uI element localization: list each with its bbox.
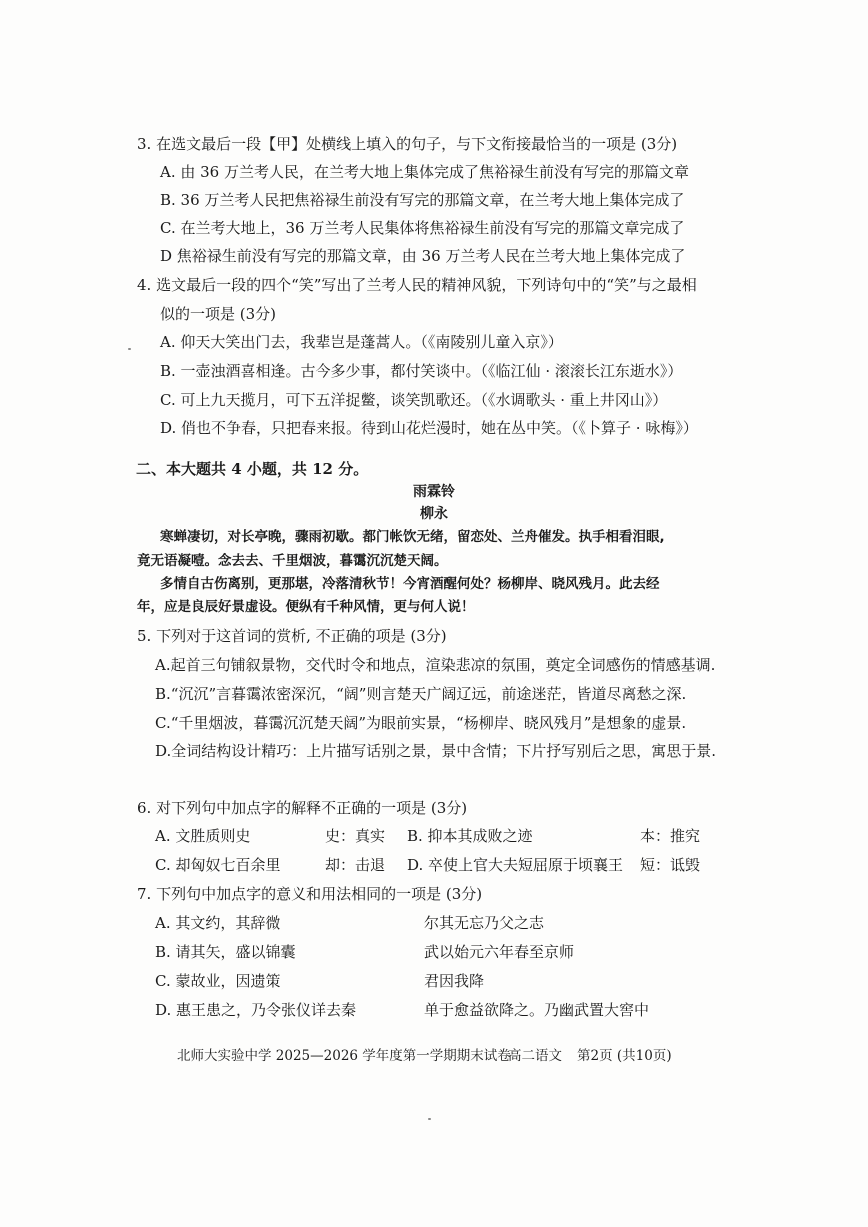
question-5-option-d: D.全词结构设计精巧：上片描写话别之景，景中含情；下片抒写别后之思，寓思于景. xyxy=(155,742,717,760)
question-7-stem: 7. 下列句中加点字的意义和用法相同的一项是 (3分) xyxy=(137,885,483,903)
question-7-option-c-right: 君因我降 xyxy=(424,972,485,990)
question-6-option-c-sentence: C. 却匈奴七百余里 xyxy=(155,856,281,874)
question-6-stem: 6. 对下列句中加点字的解释不正确的一项是 (3分) xyxy=(137,799,468,817)
poem-line: 年，应是良辰好景虚设。便纵有千种风情，更与何人说！ xyxy=(137,599,475,615)
question-6-option-a-sentence: A. 文胜质则史 xyxy=(155,827,251,845)
question-4-option-c: C. 可上九天揽月，可下五洋捉鳖，谈笑凯歌还。（《水调歌头 · 重上井冈山》） xyxy=(160,391,668,409)
poem-line: 寒蝉凄切，对长亭晚，骤雨初歇。都门帐饮无绪，留恋处、兰舟催发。执手相看泪眼, xyxy=(160,529,665,545)
question-5-option-b: B.“沉沉”言暮霭浓密深沉，“阔”则言楚天广阔辽远，前途迷茫，皆道尽离愁之深. xyxy=(155,685,687,703)
footer-subject: 高二语文 xyxy=(508,1048,562,1064)
question-3-stem: 3. 在选文最后一段【甲】处横线上填入的句子，与下文衔接最恰当的一项是 (3分) xyxy=(137,135,678,153)
question-5-option-c: C.“千里烟波，暮霭沉沉楚天阔”为眼前实景，“杨柳岸、晓风残月”是想象的虚景. xyxy=(155,714,687,732)
question-3-option-c: C. 在兰考大地上，36 万兰考人民集体将焦裕禄生前没有写完的那篇文章完成了 xyxy=(160,219,685,237)
question-5-option-a: A.起首三句铺叙景物，交代时令和地点，渲染悲凉的氛围，奠定全词感伤的情感基调. xyxy=(155,656,716,674)
footer-school-exam: 北师大实验中学 2025—2026 学年度第一学期期末试卷 xyxy=(177,1048,511,1064)
section-2-heading: 二、本大题共 4 小题，共 12 分。 xyxy=(136,460,369,478)
question-7-option-a-left: A. 其文约，其辞微 xyxy=(155,914,281,932)
question-6-option-c-explanation: 却：击退 xyxy=(325,856,386,874)
question-5-stem: 5. 下列对于这首词的赏析, 不正确的项是 (3分) xyxy=(137,627,447,645)
question-6-option-d-explanation: 短：诋毁 xyxy=(640,856,701,874)
footer-page-info: 第2页 (共10页) xyxy=(577,1048,672,1064)
question-7-option-b-left: B. 请其矢，盛以锦囊 xyxy=(155,943,296,961)
poem-author: 柳永 xyxy=(420,506,448,522)
question-7-option-a-right: 尔其无忘乃父之志 xyxy=(424,914,545,932)
scan-speck xyxy=(428,1118,431,1120)
question-3-option-a: A. 由 36 万兰考人民，在兰考大地上集体完成了焦裕禄生前没有写完的那篇文章 xyxy=(160,163,689,181)
poem-line: 多情自古伤离别，更那堪，冷落清秋节！今宵酒醒何处？杨柳岸、晓风残月。此去经 xyxy=(160,576,660,592)
question-6-option-d-sentence: D. 卒使上官大夫短屈原于顷襄王 xyxy=(407,856,624,874)
poem-title: 雨霖铃 xyxy=(413,484,455,500)
scan-speck xyxy=(128,348,131,350)
question-6-option-b-explanation: 本：推究 xyxy=(640,827,701,845)
question-4-stem-line-2: 似的一项是 (3分) xyxy=(160,305,277,323)
question-3-option-b: B. 36 万兰考人民把焦裕禄生前没有写完的那篇文章，在兰考大地上集体完成了 xyxy=(160,191,685,209)
question-7-option-c-left: C. 蒙故业，因遗策 xyxy=(155,972,281,990)
question-6-option-a-explanation: 史：真实 xyxy=(325,827,386,845)
question-4-option-d: D. 俏也不争春，只把春来报。待到山花烂漫时，她在丛中笑。（《卜算子 · 咏梅》） xyxy=(160,419,698,437)
question-4-option-b: B. 一壶浊酒喜相逢。古今多少事，都付笑谈中。（《临江仙 · 滚滚长江东逝水》） xyxy=(160,362,683,380)
question-7-option-b-right: 武以始元六年春至京师 xyxy=(424,943,575,961)
question-4-option-a: A. 仰天大笑出门去，我辈岂是蓬蒿人。（《南陵别儿童入京》） xyxy=(160,333,563,351)
question-3-option-d: D 焦裕禄生前没有写完的那篇文章，由 36 万兰考人民在兰考大地上集体完成了 xyxy=(160,247,686,265)
poem-line: 竟无语凝噎。念去去、千里烟波，暮霭沉沉楚天阔。 xyxy=(137,553,448,569)
question-7-option-d-left: D. 惠王患之，乃令张仪详去秦 xyxy=(155,1001,357,1019)
question-7-option-d-right: 单于愈益欲降之。乃幽武置大窖中 xyxy=(424,1001,650,1019)
question-6-option-b-sentence: B. 抑本其成败之迹 xyxy=(407,827,533,845)
question-4-stem-line-1: 4. 选文最后一段的四个“笑”写出了兰考人民的精神风貌，下列诗句中的“笑”与之最相 xyxy=(137,276,697,294)
